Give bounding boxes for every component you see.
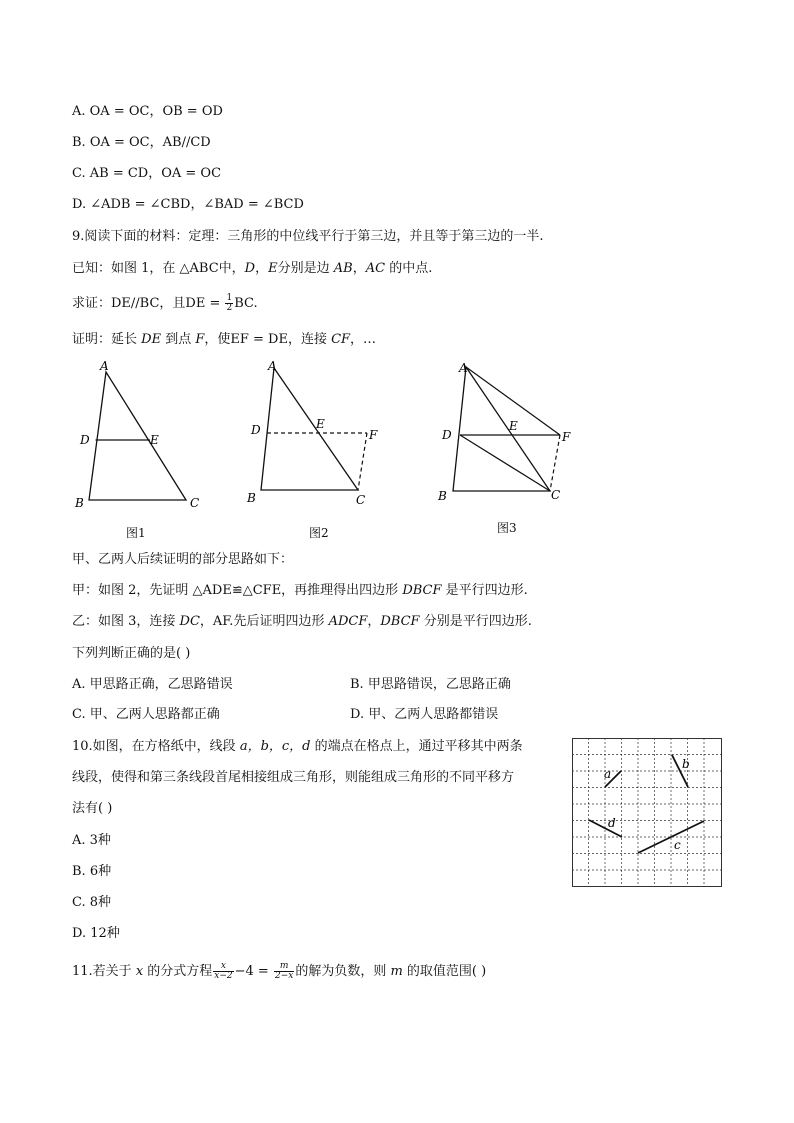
label-c: C — [356, 493, 366, 507]
label-segment-a: a — [604, 767, 612, 781]
label-segment-d: d — [608, 816, 616, 830]
q9-given: 已知：如图 1，在 △ABC中，D，E分别是边 AB，AC 的中点. — [72, 261, 433, 276]
label-segment-c: c — [674, 838, 681, 852]
q9-ideas-title: 甲、乙两人后续证明的部分思路如下： — [72, 552, 294, 567]
q10-option-b: B. 6种 — [72, 864, 112, 879]
q10-option-d: D. 12种 — [72, 926, 120, 941]
segment-c — [638, 821, 704, 853]
figure-1-triangle — [70, 358, 210, 518]
q10-line-3: 法有( ) — [72, 801, 113, 816]
q8-option-c: C. AB = CD，OA = OC — [72, 166, 222, 181]
figure-2-triangle — [240, 358, 390, 518]
q9-prove: 求证：DE//BC，且DE = $\frac{1}{2}$ BC. — [72, 293, 258, 313]
fraction-half: $\frac{1}{2}$ — [226, 293, 233, 313]
label-d: D — [80, 433, 90, 447]
q8-option-a: A. OA = OC，OB = OD — [72, 104, 223, 119]
label-d: D — [442, 428, 452, 442]
q9-option-a: A. 甲思路正确，乙思路错误 — [72, 677, 233, 692]
label-e: E — [509, 419, 518, 433]
q9-proof: 证明：延长 DE 到点 F，使EF = DE，连接 CF，… — [72, 332, 377, 347]
label-e: E — [316, 417, 325, 431]
figure-3-caption: 图3 — [497, 521, 517, 535]
label-b: B — [438, 489, 447, 503]
q9-option-b: B. 甲思路错误，乙思路正确 — [350, 677, 511, 692]
figure-1-caption: 图1 — [126, 526, 146, 540]
label-b: B — [247, 491, 256, 505]
label-a: A — [100, 359, 109, 373]
q10-line-1: 10.如图，在方格纸中，线段 a，b，c，d 的端点在格点上，通过平移其中两条 — [72, 739, 523, 754]
q9-intro: 9.阅读下面的材料：定理：三角形的中位线平行于第三边，并且等于第三边的一半. — [72, 229, 544, 244]
figure-2-caption: 图2 — [309, 526, 329, 540]
label-f: F — [369, 428, 378, 442]
q8-option-b: B. OA = OC，AB//CD — [72, 135, 211, 150]
fraction-m-over-2-minus-x: $\frac{m}{2-x}$ — [274, 961, 294, 981]
q9-option-c: C. 甲、乙两人思路都正确 — [72, 707, 220, 722]
q10-option-a: A. 3种 — [72, 833, 111, 848]
label-e: E — [150, 433, 159, 447]
q8-option-d: D. ∠ADB = ∠CBD，∠BAD = ∠BCD — [72, 197, 304, 212]
q10-line-2: 线段，使得和第三条线段首尾相接组成三角形，则能组成三角形的不同平移方 — [72, 770, 515, 785]
q9-yi: 乙：如图 3，连接 DC，AF.先后证明四边形 ADCF，DBCF 分别是平行四边形. — [72, 614, 532, 629]
label-d: D — [251, 423, 261, 437]
q9-option-d: D. 甲、乙两人思路都错误 — [350, 707, 499, 722]
figure-3-triangle — [432, 355, 592, 515]
label-a: A — [268, 359, 277, 373]
label-f: F — [562, 430, 571, 444]
grid-figure — [572, 738, 724, 890]
fraction-x-over-x-minus-2: $\frac{x}{x-2}$ — [214, 961, 233, 981]
label-b: B — [75, 496, 84, 510]
q9-question: 下列判断正确的是( ) — [72, 646, 191, 661]
q11-text: 11.若关于 x 的分式方程 $\frac{x}{x-2}$ −4 = $\frac{m}{2-x}$ 的解为负数，则 m 的取值范围( ) — [72, 961, 487, 981]
label-c: C — [190, 496, 200, 510]
label-a: A — [459, 361, 468, 375]
q10-option-c: C. 8种 — [72, 895, 112, 910]
label-segment-b: b — [682, 757, 690, 771]
q9-jia: 甲：如图 2，先证明 △ADE≌△CFE，再推理得出四边形 DBCF 是平行四边形. — [72, 583, 528, 598]
segment-d — [589, 820, 622, 837]
label-c: C — [551, 488, 561, 502]
